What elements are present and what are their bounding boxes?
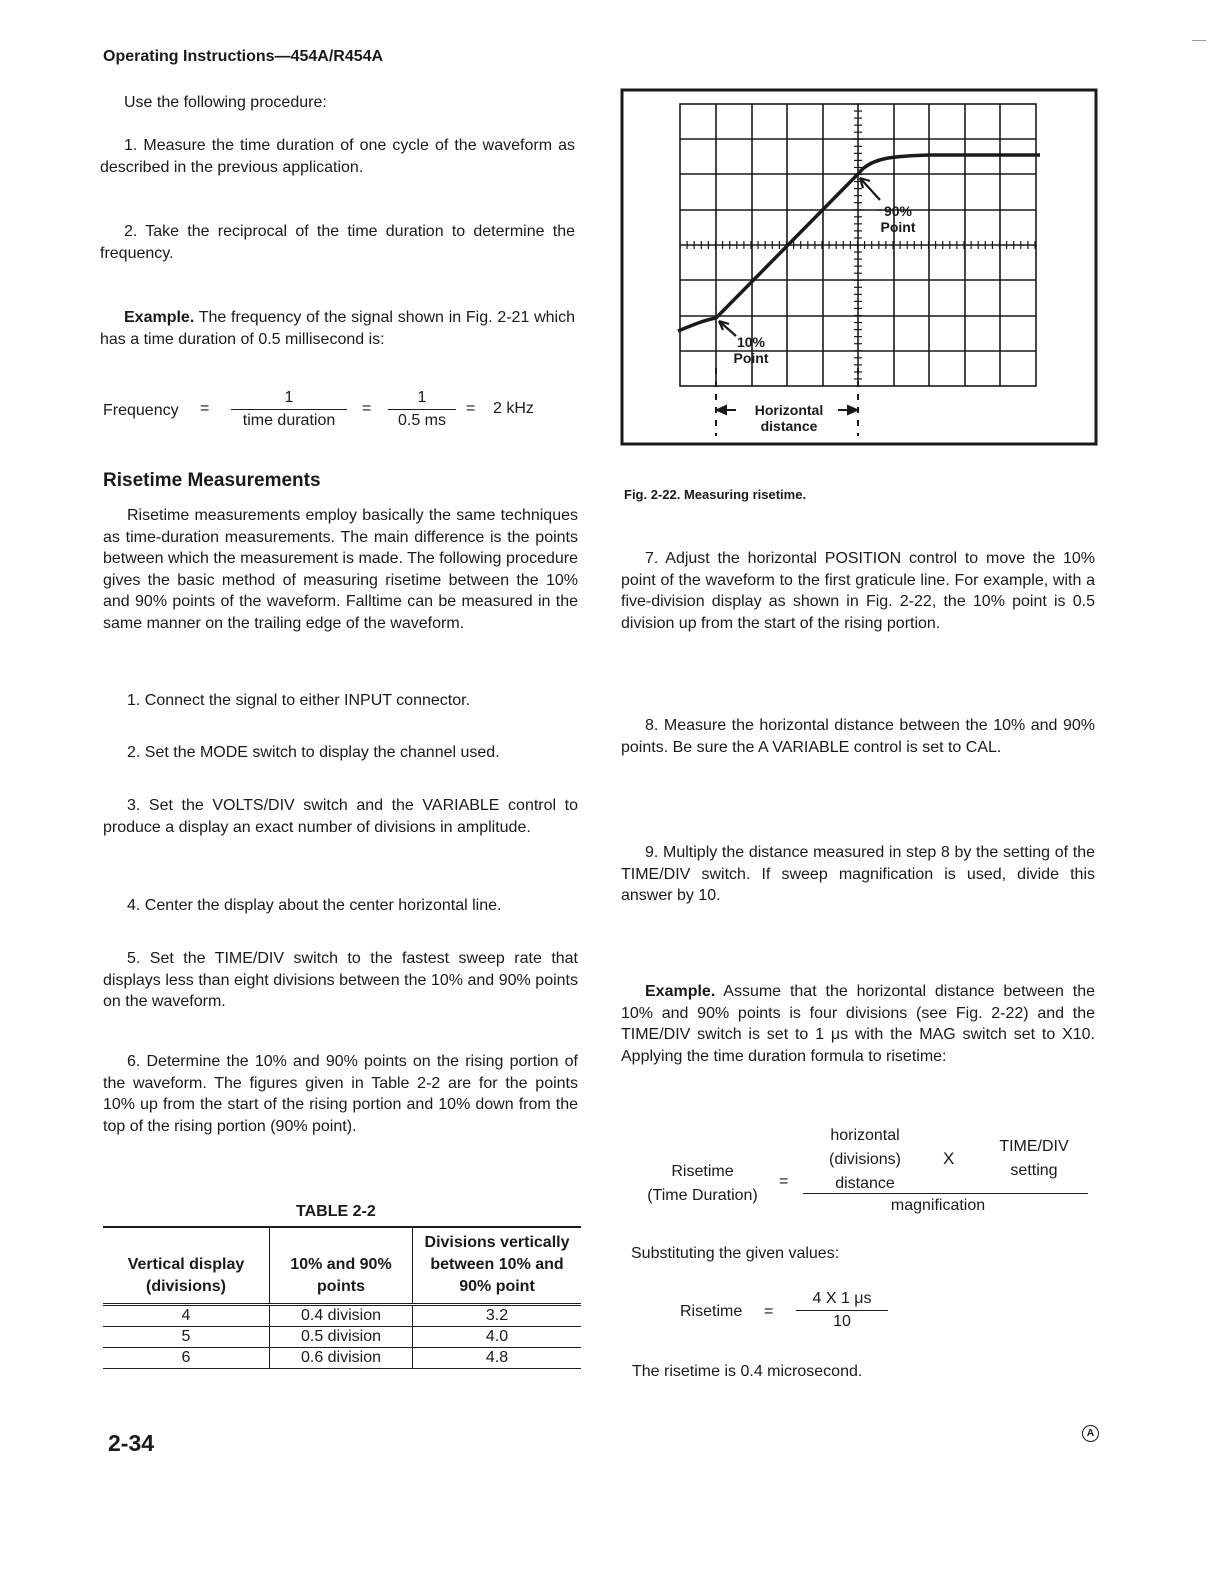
risetime-lhs-1: Risetime (671, 1163, 734, 1180)
risetime-h2: (divisions) (828, 1151, 901, 1168)
rise-step-2: 2. Set the MODE switch to display the channel used. (127, 744, 500, 761)
rise-step-6: 6. Determine the 10% and 90% points on the rising portion of the waveform. The figures given in Table 2-2 are for the points 10% up from the start of the rising portion and 10% down from the top of the rising portion (90% point). (103, 1053, 578, 1135)
rise-step-5: 5. Set the TIME/DIV switch to the fastest sweep rate that displays less than eight divisions between the 10% and 90% points on the waveform. (103, 950, 578, 1010)
figure-frame (622, 90, 1096, 444)
table-title: TABLE 2-2 (296, 1203, 376, 1220)
fraction-1-denominator: time duration (242, 412, 336, 429)
table-header-vertical: Vertical display (divisions) (103, 1227, 270, 1305)
example-text: The frequency of the signal shown in Fig. 2-21 which has a time duration of 0.5 millisecond is: (100, 309, 576, 348)
risetime-t1: TIME/DIV (999, 1138, 1069, 1155)
figure-caption: Fig. 2-22. Measuring risetime. (624, 487, 807, 502)
table-cell: 0.6 division (270, 1348, 413, 1369)
example-label-2: Example. (645, 983, 716, 1000)
table-cell: 6 (103, 1348, 270, 1369)
distance-label: distance (760, 418, 818, 434)
intro-text: Use the following procedure: (124, 94, 327, 111)
table-cell: 5 (103, 1327, 270, 1348)
rise-step-8: 8. Measure the horizontal distance between the 10% and 90% points. Be sure the A VARIABLE control is set to CAL. (621, 717, 1095, 756)
freq-step-2: 2. Take the reciprocal of the time duration to determine the frequency. (100, 223, 575, 262)
fraction-1-numerator: 1 (231, 389, 347, 410)
rise-step-3: 3. Set the VOLTS/DIV switch and the VARIABLE control to produce a display an exact number of divisions in amplitude. (103, 797, 578, 836)
arrow-90 (860, 178, 880, 200)
section-title: Risetime Measurements (103, 470, 321, 491)
table-cell: 4.0 (413, 1327, 582, 1348)
rise-step-1: 1. Connect the signal to either INPUT connector. (127, 692, 471, 709)
sub-numerator: 4 X 1 μs (796, 1290, 888, 1311)
risetime-h3: distance (835, 1175, 895, 1192)
table-cell: 4 (103, 1305, 270, 1327)
rise-example (621, 981, 1095, 1067)
arrow-10 (719, 321, 736, 336)
running-header: Operating Instructions—454A/R454A (103, 48, 384, 65)
example-text-2: Assume that the horizontal distance between the 10% and 90% points is four divisions (see Fig. 2-22) and the TIME/DIV switch is set to 1 μs with the MAG switch set to X10. Applying the time duration formula to risetime: (621, 983, 1095, 1065)
table-2-2 (103, 1226, 581, 1369)
revision-mark-icon: A (1082, 1425, 1099, 1442)
risetime-den: magnification (890, 1197, 986, 1214)
freq-step-1: 1. Measure the time duration of one cycle of the waveform as described in the previous application. (100, 137, 575, 176)
sub-denominator: 10 (833, 1313, 851, 1330)
frequency-eq-1: = (200, 400, 210, 417)
page-edge-mark (1192, 40, 1206, 41)
sub-lhs: Risetime (680, 1303, 743, 1320)
risetime-times: X (943, 1149, 955, 1168)
frequency-lhs: Frequency (103, 402, 179, 419)
label-90: 90% (883, 203, 913, 219)
risetime-horizontal-block (805, 1124, 925, 1196)
frequency-eq-2: = (362, 400, 372, 417)
example-label: Example. (124, 309, 195, 326)
page-number: 2-34 (108, 1430, 155, 1456)
risetime-lhs (630, 1160, 775, 1208)
frequency-eq-3: = (466, 400, 476, 417)
frequency-fraction-1 (231, 389, 347, 430)
table-cell: 4.8 (413, 1348, 582, 1369)
label-10: 10% (736, 334, 766, 350)
table-cell: 3.2 (413, 1305, 582, 1327)
substituting-text: Substituting the given values: (631, 1245, 840, 1262)
table-row (103, 1305, 581, 1327)
risetime-t2: setting (1010, 1162, 1058, 1179)
horizontal-label: Horizontal (754, 402, 824, 418)
label-10-point: Point (733, 350, 769, 366)
conclusion-text: The risetime is 0.4 microsecond. (632, 1363, 863, 1380)
table-header-row (103, 1227, 581, 1305)
risetime-figure (620, 88, 1100, 448)
rise-step-9: 9. Multiply the distance measured in step 8 by the setting of the TIME/DIV switch. If sweep magnification is used, divide this answer by 10. (621, 844, 1095, 904)
frequency-fraction-2 (388, 389, 456, 430)
label-90-point: Point (880, 219, 916, 235)
rise-step-7: 7. Adjust the horizontal POSITION control to move the 10% point of the waveform to the first graticule line. For example, with a five-division display as shown in Fig. 2-22, the 10% point is 0.5 division up from the start of the rising portion. (621, 550, 1095, 632)
table-header-points: 10% and 90% points (270, 1227, 413, 1305)
risetime-eq: = (779, 1173, 789, 1190)
fraction-2-denominator: 0.5 ms (397, 412, 446, 429)
table-cell: 0.5 division (270, 1327, 413, 1348)
table-row (103, 1348, 581, 1369)
table-row (103, 1327, 581, 1348)
risetime-h1: horizontal (830, 1127, 900, 1144)
rise-step-4: 4. Center the display about the center horizontal line. (127, 897, 502, 914)
table-cell: 0.4 division (270, 1305, 413, 1327)
risetime-timediv-block (978, 1135, 1090, 1183)
sub-eq: = (764, 1303, 774, 1320)
sub-fraction (796, 1290, 888, 1331)
risetime-lhs-2: (Time Duration) (647, 1187, 758, 1204)
fraction-2-numerator: 1 (388, 389, 456, 410)
table-header-divisions: Divisions vertically between 10% and 90% point (413, 1227, 582, 1305)
section-intro: Risetime measurements employ basically the same techniques as time-duration measurements. The main difference is the points between which the measurement is made. The following procedure gives the basic method of measuring risetime between the 10% and 90% points of the waveform. Falltime can be measured in the same manner on the trailing edge of the waveform. (103, 507, 578, 632)
frequency-result: 2 kHz (493, 400, 534, 417)
freq-example (100, 307, 575, 350)
